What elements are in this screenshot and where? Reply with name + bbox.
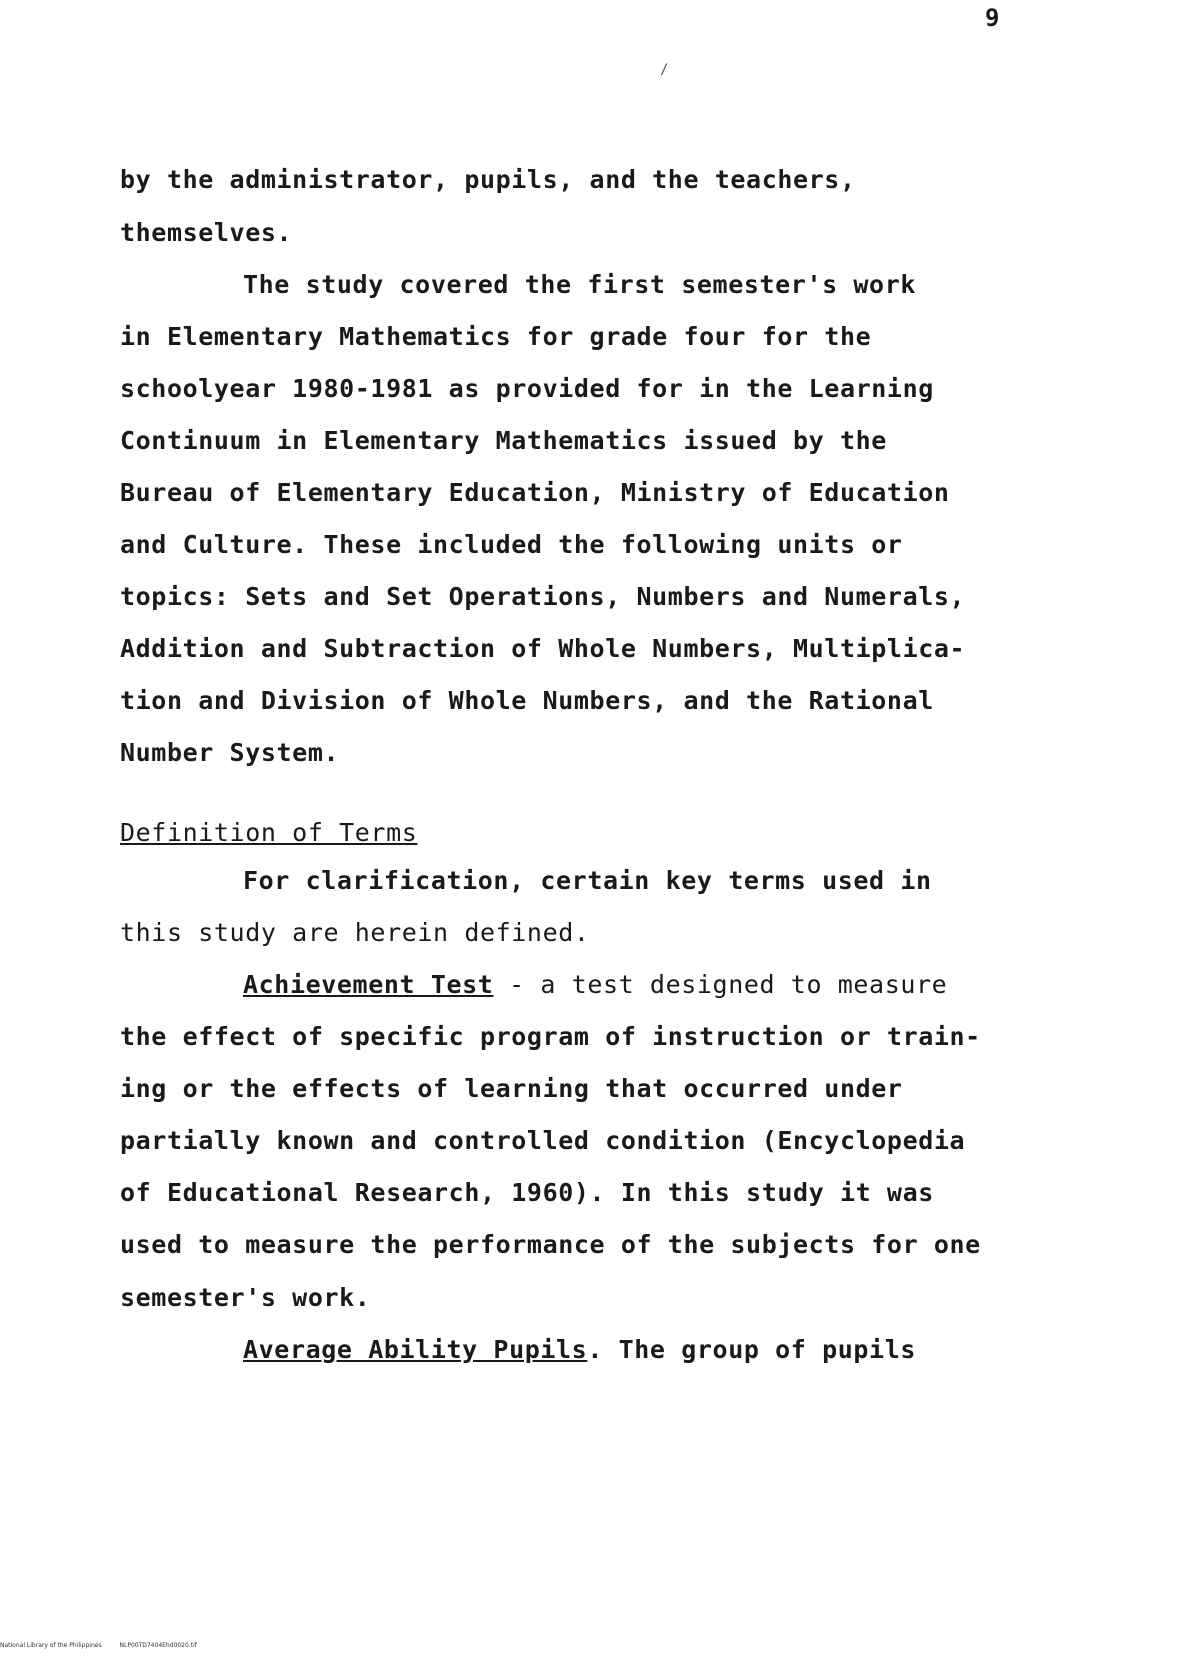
body-line: tion and Division of Whole Numbers, and the Rational: [120, 686, 934, 715]
scan-footer: [0, 1642, 213, 1649]
body-line: this study are herein defined.: [120, 918, 590, 947]
term-label: Average Ability Pupils: [243, 1335, 588, 1364]
term-definition-start: - a test designed to measure: [493, 970, 948, 999]
term-definition-start: . The group of pupils: [587, 1335, 917, 1364]
term-line: [243, 970, 947, 1000]
body-line: by the administrator, pupils, and the teachers,: [120, 165, 856, 194]
body-line: Number System.: [120, 738, 340, 767]
body-line: schoolyear 1980-1981 as provided for in the Learning: [120, 374, 934, 403]
stray-mark: /: [660, 62, 669, 78]
body-line: semester's work.: [120, 1283, 371, 1312]
body-line: partially known and controlled condition (Encyclopedia: [120, 1126, 966, 1155]
body-line: the effect of specific program of instruction or train-: [120, 1022, 981, 1051]
body-line: themselves.: [120, 218, 293, 247]
body-line: ing or the effects of learning that occurred under: [120, 1074, 903, 1103]
body-line: The study covered the first semester's work: [243, 270, 917, 299]
footer-library: National Library of the Philippines: [0, 1642, 102, 1649]
body-line: topics: Sets and Set Operations, Numbers and Numerals,: [120, 582, 966, 611]
term-label: Achievement Test: [243, 970, 494, 999]
section-heading: Definition of Terms: [120, 818, 418, 847]
body-line: and Culture. These included the following units or: [120, 530, 903, 559]
body-line: of Educational Research, 1960). In this study it was: [120, 1178, 934, 1207]
body-line: in Elementary Mathematics for grade four for the: [120, 322, 872, 351]
body-line: Addition and Subtraction of Whole Numbers, Multiplica-: [120, 634, 966, 663]
footer-file: NLP00TD7404Ehd0020.tif: [119, 1642, 197, 1649]
page-number: 9: [985, 4, 1000, 32]
body-line: Bureau of Elementary Education, Ministry of Education: [120, 478, 950, 507]
body-line: Continuum in Elementary Mathematics issued by the: [120, 426, 887, 455]
body-line: For clarification, certain key terms used in: [243, 866, 932, 895]
term-line: [243, 1335, 916, 1365]
body-line: used to measure the performance of the subjects for one: [120, 1230, 981, 1259]
